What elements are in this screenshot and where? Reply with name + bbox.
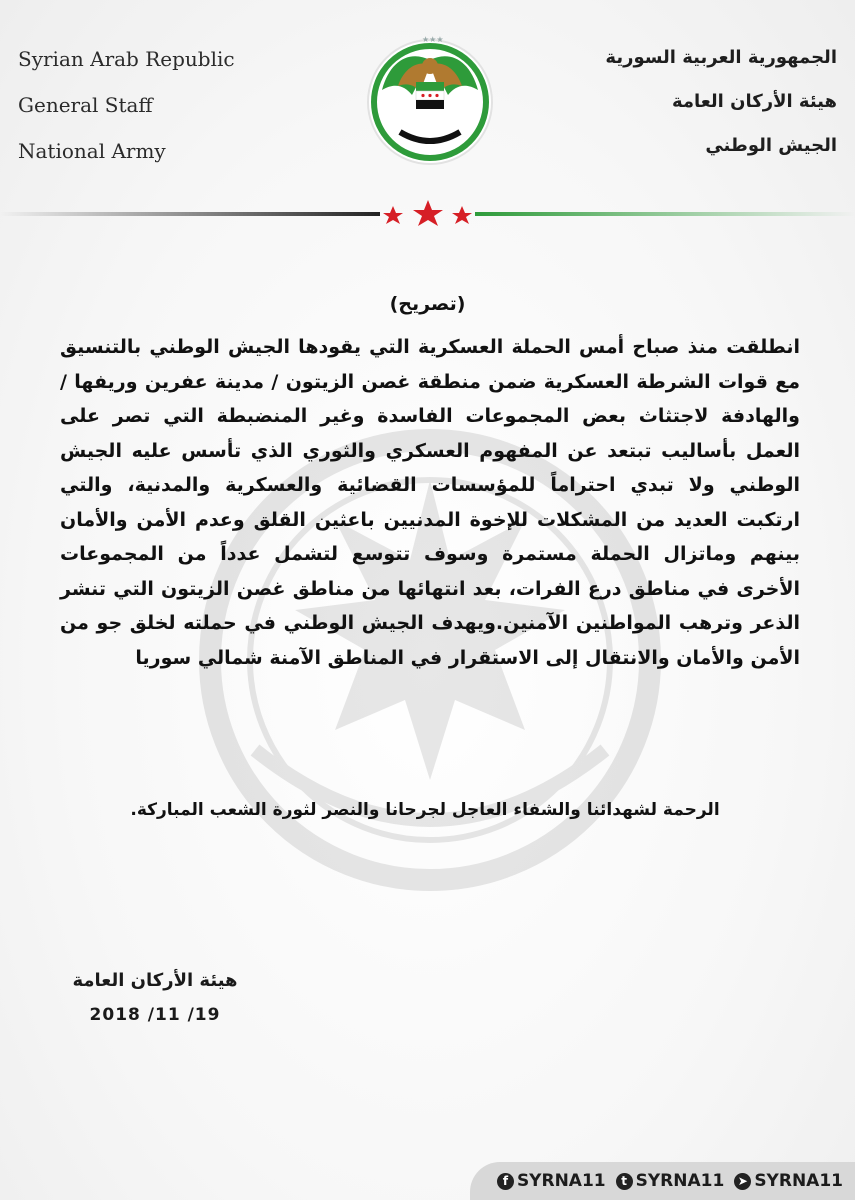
header-staff-en: General Staff — [18, 93, 153, 117]
divider-star-center — [413, 200, 443, 226]
divider-star-left — [383, 206, 403, 224]
social-twitter[interactable] — [616, 1171, 725, 1191]
social-footer — [470, 1162, 855, 1200]
header-army-en: National Army — [18, 139, 166, 163]
social-telegram[interactable] — [734, 1171, 843, 1191]
facebook-icon: f — [497, 1173, 514, 1190]
header-divider — [0, 198, 855, 228]
header-army-ar: الجيش الوطني — [705, 135, 837, 156]
header-staff-ar: هيئة الأركان العامة — [671, 91, 837, 112]
social-handle: SYRNA11 — [635, 1171, 725, 1191]
twitter-icon: t — [616, 1173, 633, 1190]
statement-date: 2018 /11 /19 — [89, 1005, 221, 1025]
signature-org: هيئة الأركان العامة — [72, 970, 238, 991]
statement-title: (تصريح) — [389, 293, 466, 315]
header-country-ar: الجمهورية العربية السورية — [605, 47, 837, 68]
statement-body: انطلقت منذ صباح أمس الحملة العسكرية التي يقودها الجيش الوطني بالتنسيق مع قوات الشرطة العسكرية ضمن منطقة غصن الزيتون / مدينة عفرين وريفها / والهادفة لاجتثاث بعض المجموعات الفاسدة وغير المنضبطة التي تصر على العمل بأساليب تبتعد عن المفهوم العسكري والثوري الذي تأسس عليه الجيش الوطني ولا تبدي احتراماً للمؤسسات القضائية والعسكرية والمدنية، والتي ارتكبت العديد من المشكلات للإخوة المدنيين باعثين القلق وعدم الأمن والأمان بينهم وماتزال الحملة مستمرة وسوف تتوسع لتشمل عدداً من المجموعات الأخرى في مناطق درع الفرات، بعد انتهائها من مناطق غصن الزيتون التي تنشر الذعر وترهب المواطنين الآمنين.ويهدف الجيش الوطني في حملته لخلق جو من الأمن والأمان والانتقال إلى الاستقرار في المناطق الآمنة شمالي سوريا — [60, 336, 800, 669]
social-handle: SYRNA11 — [754, 1171, 843, 1191]
arabic-header — [605, 36, 837, 168]
national-army-emblem-logo — [360, 20, 500, 170]
english-header — [18, 36, 235, 174]
statement-closing: الرحمة لشهدائنا والشفاء العاجل لجرحانا والنصر لثورة الشعب المباركة. — [130, 800, 720, 820]
divider-star-right — [452, 206, 472, 224]
social-handle: SYRNA11 — [516, 1171, 606, 1191]
telegram-icon: ➤ — [734, 1173, 751, 1190]
header-country-en: Syrian Arab Republic — [18, 47, 235, 71]
social-facebook[interactable] — [497, 1171, 606, 1191]
signature-block — [70, 970, 240, 1025]
svg-text:★★★: ★★★ — [422, 35, 444, 44]
